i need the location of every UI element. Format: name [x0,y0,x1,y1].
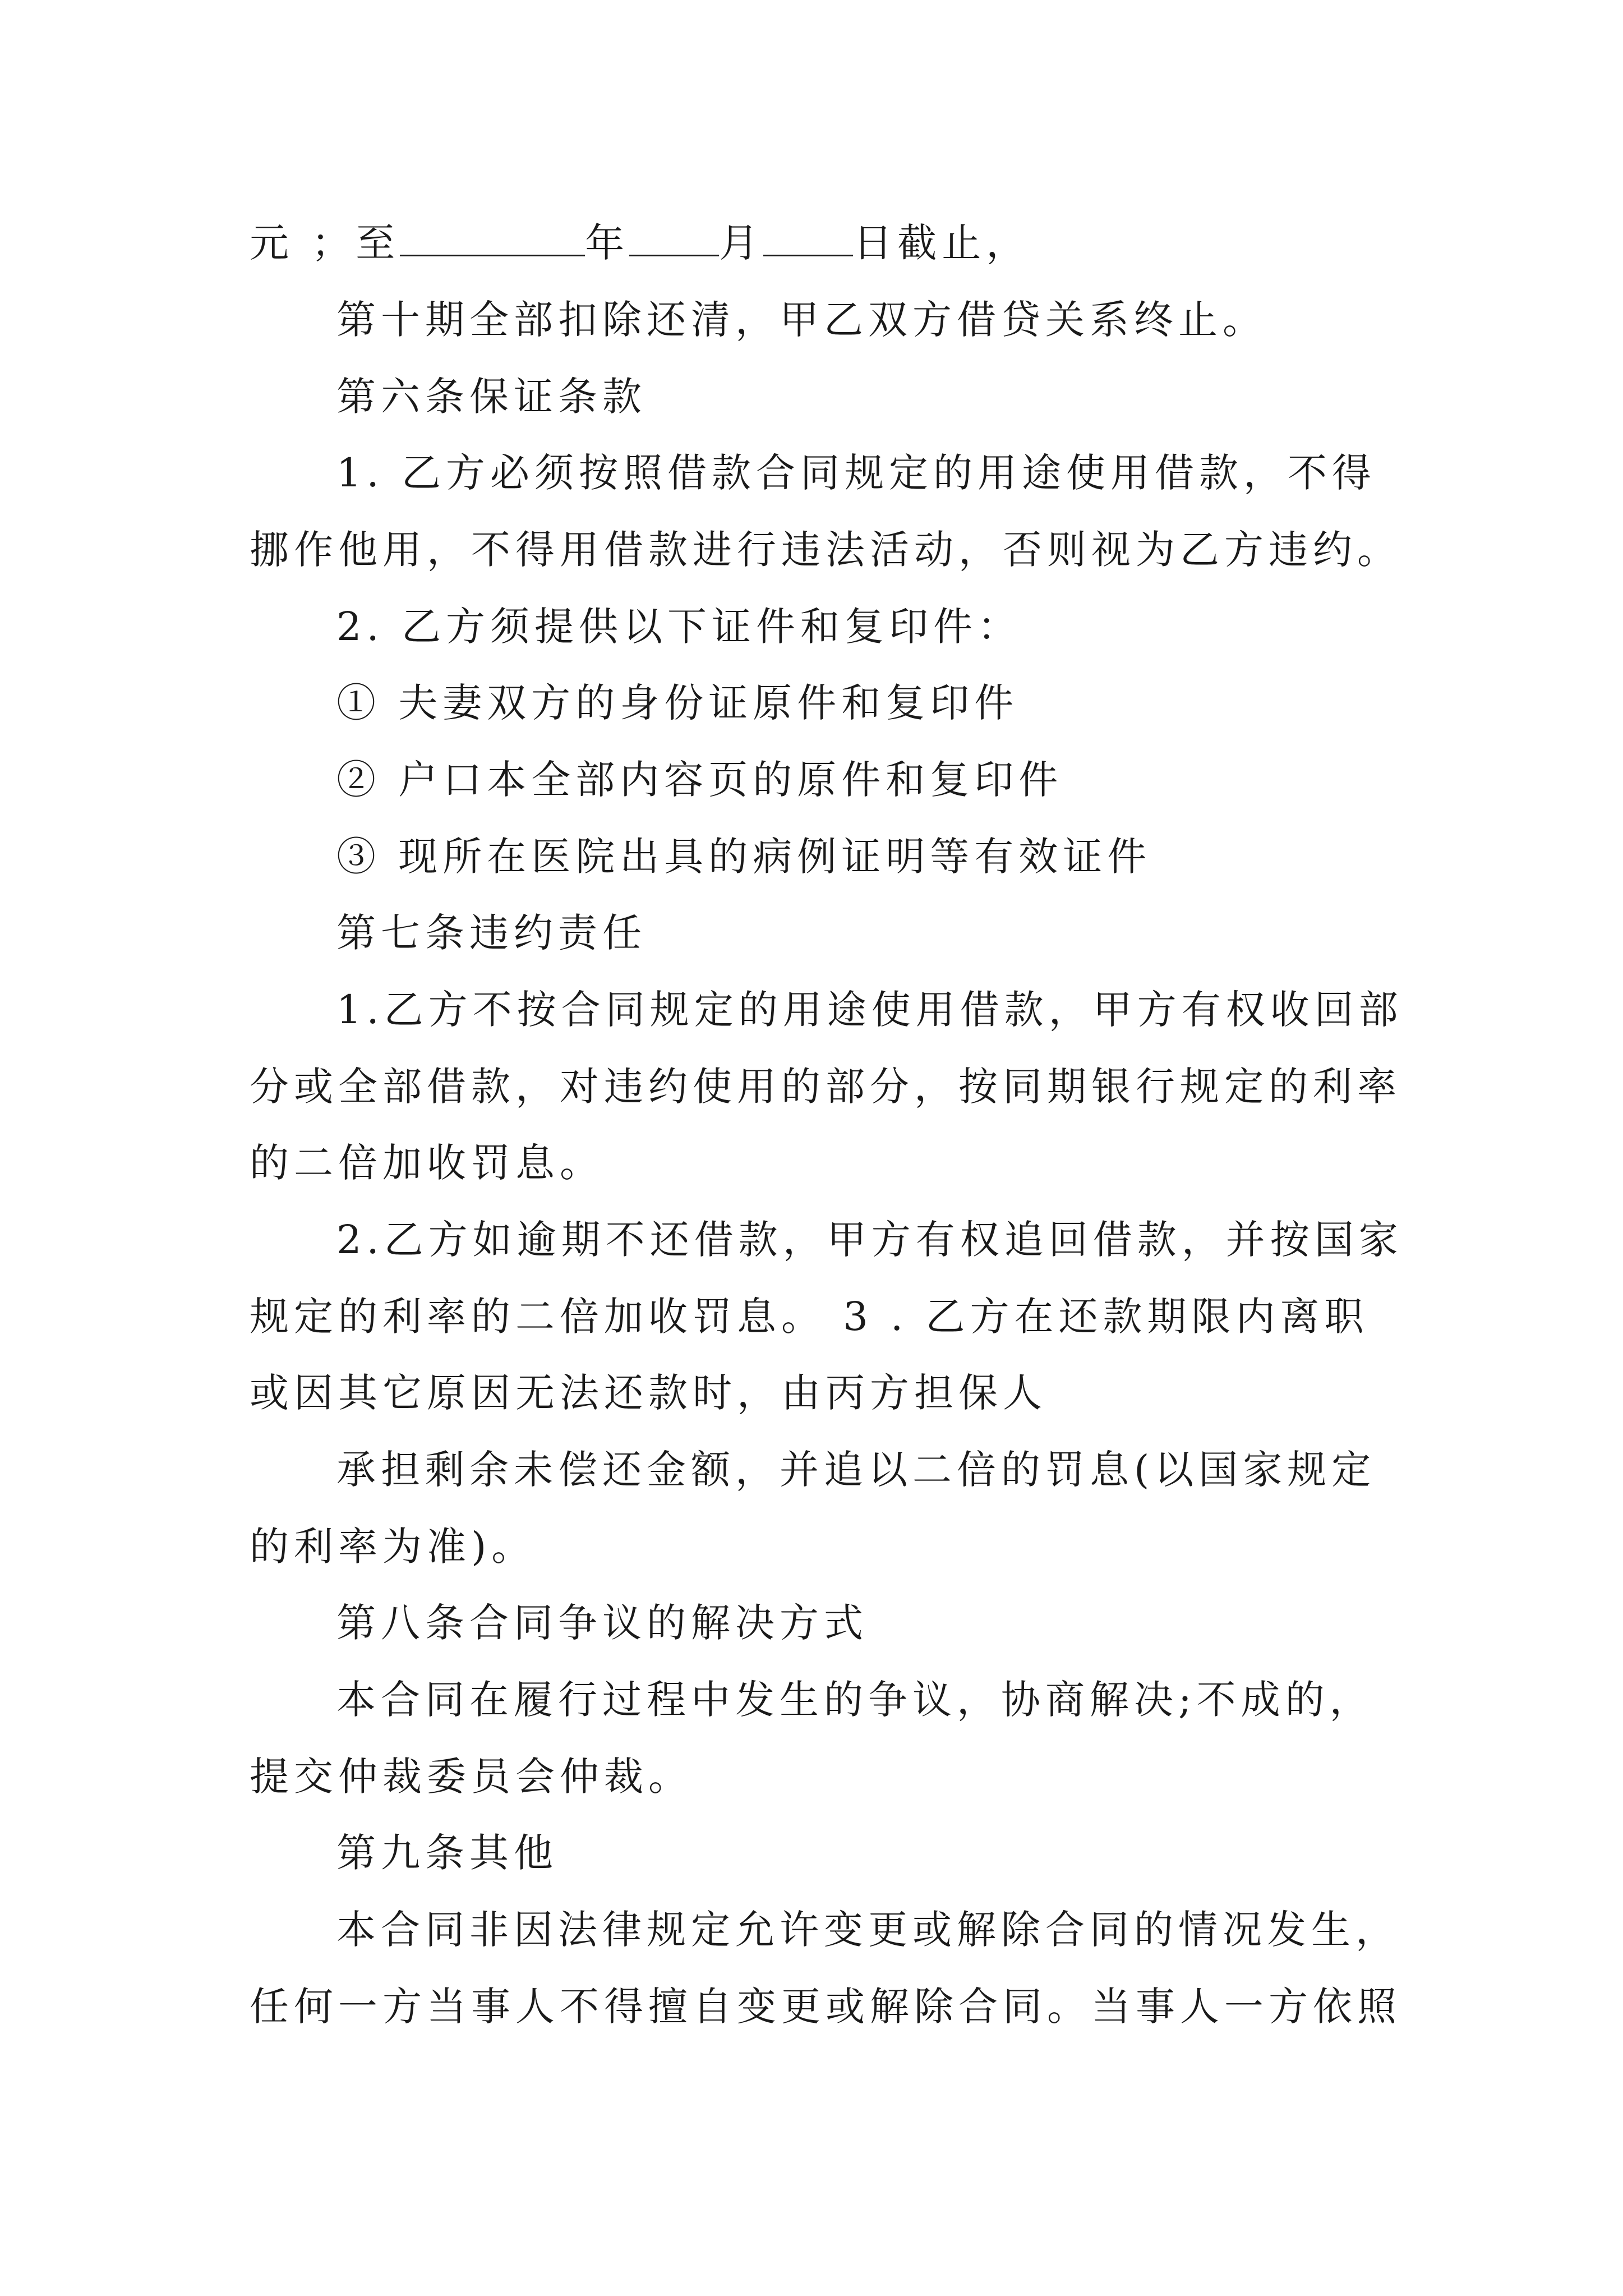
paragraph-line-13: 的二倍加收罚息。 [250,1140,604,1186]
list-item-2: ② 户口本全部内容页的原件和复印件 [336,757,1063,803]
list-item-1: ① 夫妻双方的身份证原件和复印件 [336,680,1019,726]
paragraph-line-4: 1. 乙方必须按照借款合同规定的用途使用借款，不得 [336,450,1377,496]
section-heading-7: 第七条违约责任 [336,910,647,956]
paragraph-line-6: 2. 乙方须提供以下证件和复印件： [336,604,1022,650]
text-fragment: 月 [719,220,764,266]
paragraph-line-12: 分或全部借款，对违约使用的部分，按同期银行规定的利率 [250,1064,1401,1110]
blank-field-month [629,223,719,256]
blank-field-day [763,223,853,256]
paragraph-line-16: 或因其它原因无法还款时，由丙方担保人 [250,1370,1047,1416]
paragraph-line-2: 第十期全部扣除还清，甲乙双方借贷关系终止。 [336,297,1267,343]
paragraph-line-20: 本合同在履行过程中发生的争议，协商解决;不成的， [336,1677,1374,1723]
paragraph-line-24: 任何一方当事人不得擅自变更或解除合同。当事人一方依照 [250,1984,1401,2030]
section-heading-9: 第九条其他 [336,1830,558,1876]
paragraph-line-18: 的利率为准)。 [250,1524,536,1570]
text-fragment: 年 [585,220,630,266]
paragraph-line-23: 本合同非因法律规定允许变更或解除合同的情况发生， [336,1907,1400,1953]
section-heading-8: 第八条合同争议的解决方式 [336,1600,868,1646]
text-fragment: 元 ；至 [250,220,400,266]
paragraph-line-14: 2.乙方如逾期不还借款，甲方有权追回借款，并按国家 [336,1217,1403,1263]
paragraph-line-11: 1.乙方不按合同规定的用途使用借款，甲方有权收回部 [336,987,1403,1033]
paragraph-line-1 [250,220,1031,266]
paragraph-line-15: 规定的利率的二倍加收罚息。 3 . 乙方在还款期限内离职 [250,1294,1369,1340]
text-fragment: 日截止， [853,220,1031,266]
paragraph-line-17: 承担剩余未偿还金额，并追以二倍的罚息(以国家规定 [336,1447,1376,1493]
section-heading-6: 第六条保证条款 [336,374,647,420]
blank-field-year [400,223,585,256]
paragraph-line-21: 提交仲裁委员会仲裁。 [250,1754,693,1800]
paragraph-line-5: 挪作他用，不得用借款进行违法活动，否则视为乙方违约。 [250,527,1401,573]
list-item-3: ③ 现所在医院出具的病例证明等有效证件 [336,834,1152,880]
